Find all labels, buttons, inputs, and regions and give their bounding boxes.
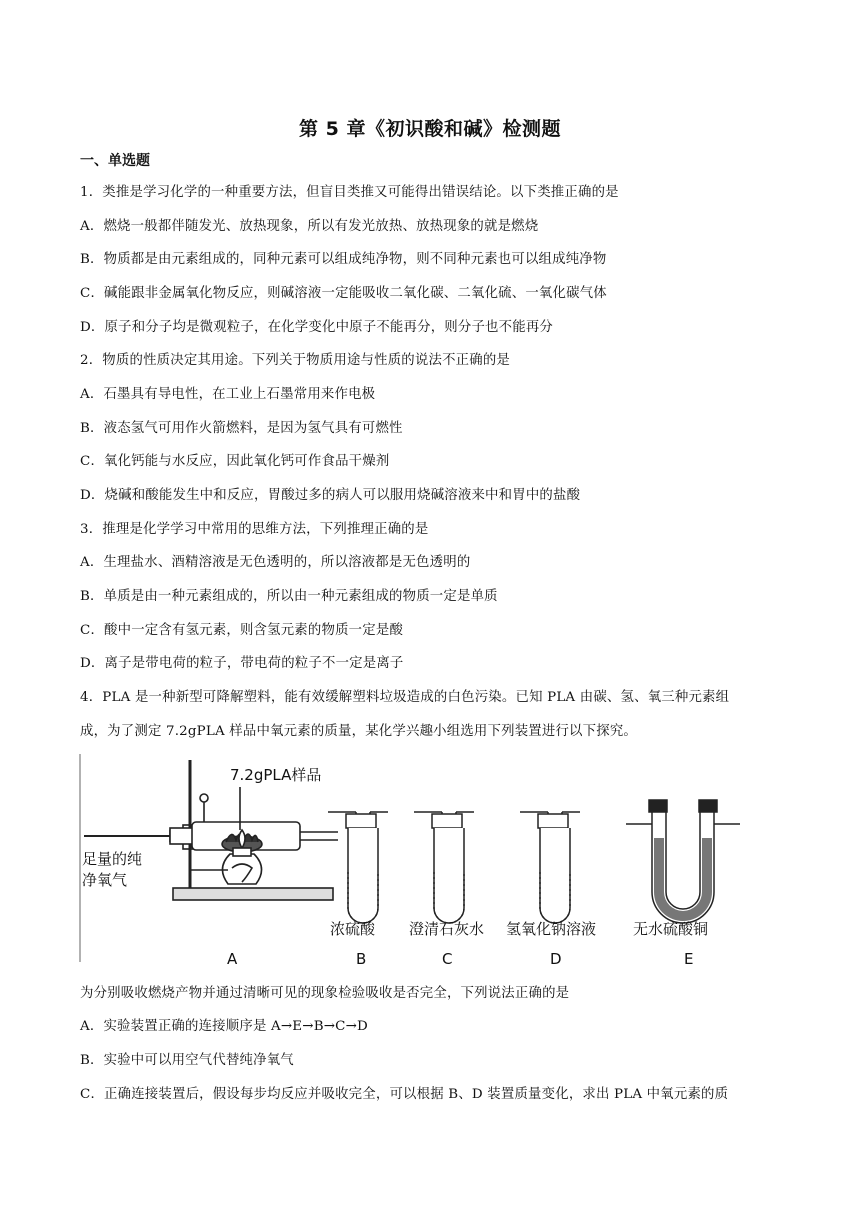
text-line: 4．PLA 是一种新型可降解塑料，能有效缓解塑料垃圾造成的白色污染。已知 PLA 由碳、氢、氧三种元素组 [80,690,730,705]
text-line: 成，为了测定 7.2gPLA 样品中氧元素的质量，某化学兴趣小组选用下列装置进行以下探究。 [80,724,638,739]
text-line: D．烧碱和酸能发生中和反应，胃酸过多的病人可以服用烧碱溶液来中和胃中的盐酸 [80,488,581,503]
letter-a: A [227,950,238,968]
text-line: A．石墨具有导电性，在工业上石墨常用来作电极 [80,387,376,402]
reagent-label-e: 无水硫酸铜 [633,920,709,938]
text-line: B．实验中可以用空气代替纯净氧气 [80,1053,294,1068]
gas-label-line2: 净氧气 [82,871,128,889]
text-line: D．离子是带电荷的粒子，带电荷的粒子不一定是离子 [80,656,404,671]
gas-label-line1: 足量的纯 [82,850,143,868]
sample-label: 7.2gPLA样品 [230,766,322,784]
reagent-label-d: 氢氧化钠溶液 [506,920,597,938]
text-line: B．单质是由一种元素组成的，所以由一种元素组成的物质一定是单质 [80,589,498,604]
text-line: C．酸中一定含有氢元素，则含氢元素的物质一定是酸 [80,623,404,638]
text-line: D．原子和分子均是微观粒子，在化学变化中原子不能再分，则分子也不能再分 [80,320,554,335]
section-heading: 一、单选题 [80,153,150,169]
text-line: A．燃烧一般都伴随发光、放热现象，所以有发光放热、放热现象的就是燃烧 [80,219,539,234]
text-line: 为分别吸收燃烧产物并通过清晰可见的现象检验吸收是否完全，下列说法正确的是 [80,986,570,1001]
apparatus-b [328,812,388,923]
apparatus-d [520,812,580,923]
text-line: A．生理盐水、酒精溶液是无色透明的，所以溶液都是无色透明的 [80,555,471,570]
page-title: 第 5 章《初识酸和碱》检测题 [299,118,561,140]
text-line: C．正确连接装置后，假设每步均反应并吸收完全，可以根据 B、D 装置质量变化，求出 PLA 中氧元素的质 [80,1087,729,1102]
apparatus-figure [78,752,778,974]
letter-c: C [442,950,453,968]
text-line: 2．物质的性质决定其用途。下列关于物质用途与性质的说法不正确的是 [80,353,511,368]
text-line: C．碱能跟非金属氧化物反应，则碱溶液一定能吸收二氧化碳、二氧化硫、一氧化碳气体 [80,286,607,301]
apparatus-c [414,812,474,923]
text-line: 3．推理是化学学习中常用的思维方法，下列推理正确的是 [80,522,429,537]
reagent-label-b: 浓硫酸 [330,920,376,938]
text-line: 1．类推是学习化学的一种重要方法，但盲目类推又可能得出错误结论。以下类推正确的是 [80,185,619,200]
letter-b: B [356,950,367,968]
text-line: C．氧化钙能与水反应，因此氧化钙可作食品干燥剂 [80,454,390,469]
text-line: B．物质都是由元素组成的，同种元素可以组成纯净物，则不同种元素也可以组成纯净物 [80,252,607,267]
reagent-label-c: 澄清石灰水 [409,920,485,938]
letter-d: D [550,950,562,968]
text-line: A．实验装置正确的连接顺序是 A→E→B→C→D [80,1019,368,1034]
apparatus-e [626,800,740,923]
text-line: B．液态氢气可用作火箭燃料，是因为氢气具有可燃性 [80,421,403,436]
letter-e: E [684,950,694,968]
